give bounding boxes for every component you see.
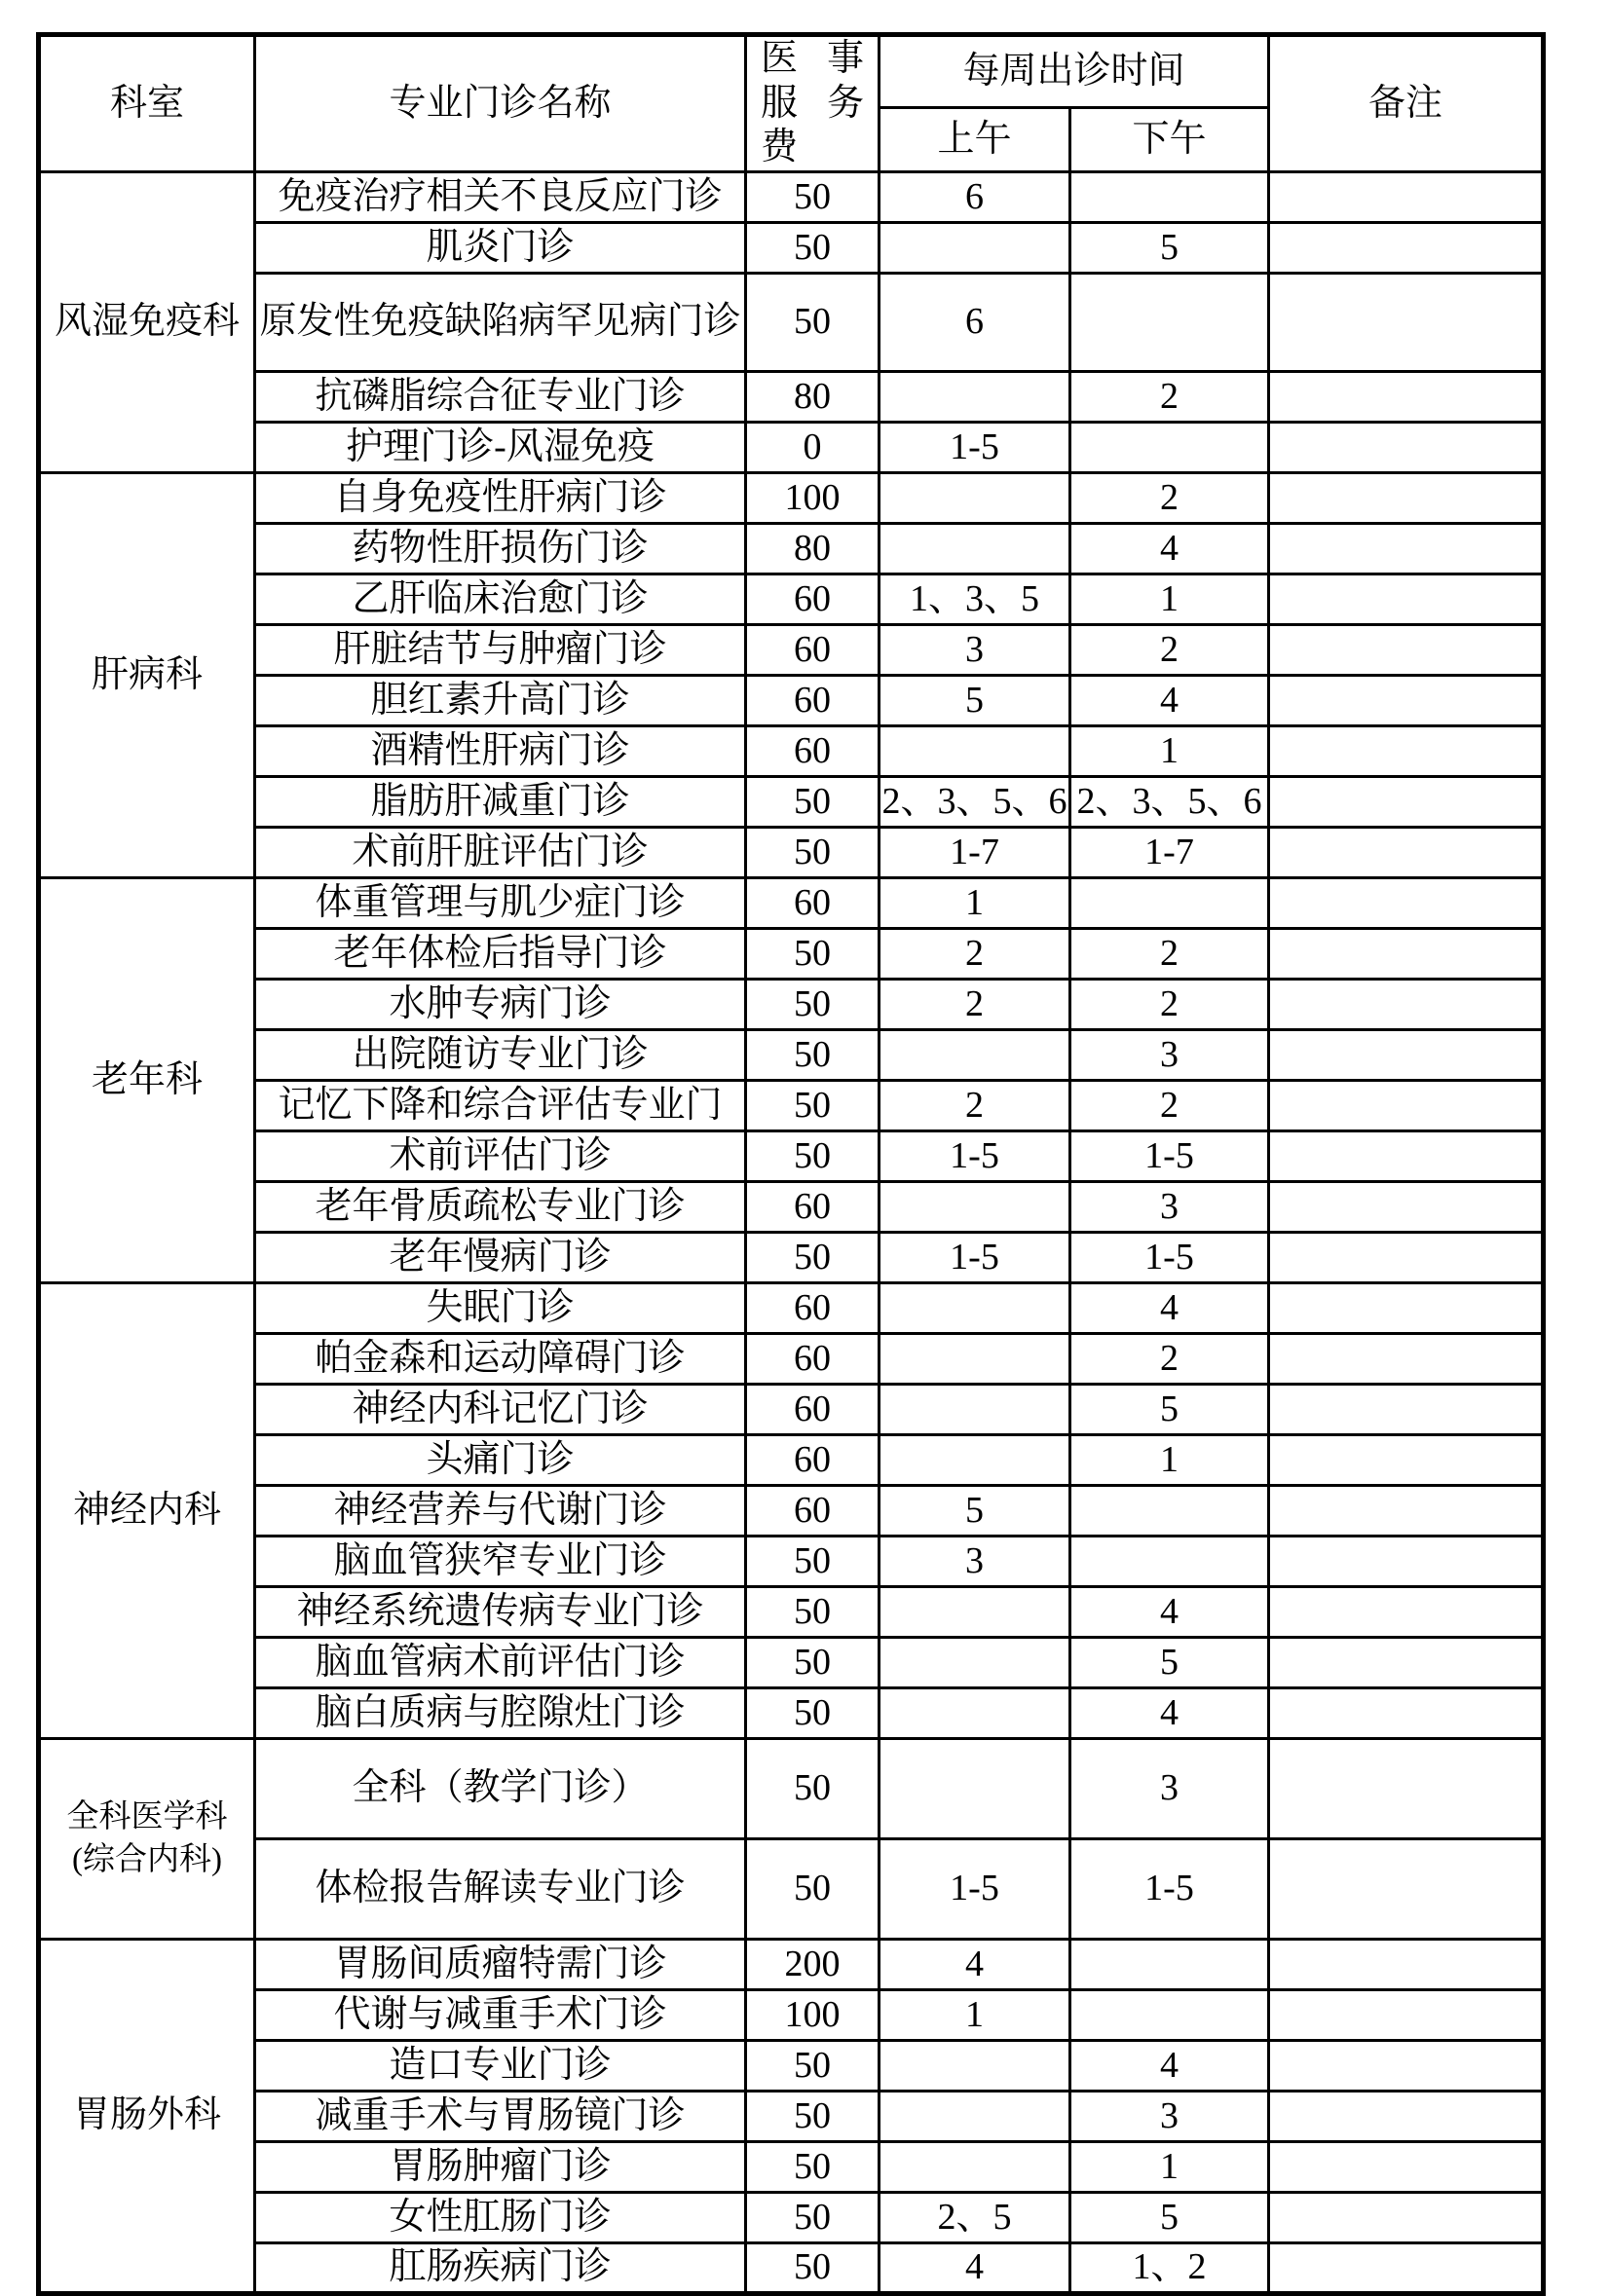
remark-cell	[1269, 1485, 1544, 1536]
fee-cell: 50	[746, 1586, 880, 1637]
fee-cell: 60	[746, 1333, 880, 1384]
clinic-row	[39, 1080, 1544, 1130]
morning-cell	[880, 1333, 1070, 1384]
afternoon-cell: 1-5	[1070, 1232, 1269, 1282]
afternoon-cell	[1070, 1989, 1269, 2040]
afternoon-cell: 2	[1070, 371, 1269, 422]
remark-cell	[1269, 776, 1544, 827]
remark-cell	[1269, 222, 1544, 273]
fee-cell: 60	[746, 1181, 880, 1232]
afternoon-cell: 2	[1070, 1333, 1269, 1384]
afternoon-cell: 2	[1070, 928, 1269, 979]
department-label: 风湿免疫科	[54, 301, 240, 343]
afternoon-cell: 2	[1070, 1080, 1269, 1130]
fee-cell: 80	[746, 523, 880, 574]
clinic-row	[39, 1687, 1544, 1738]
remark-cell	[1269, 1586, 1544, 1637]
morning-cell	[880, 1687, 1070, 1738]
clinic-name-cell: 神经系统遗传病专业门诊	[255, 1586, 746, 1637]
afternoon-cell: 3	[1070, 2091, 1269, 2141]
clinic-name-cell: 代谢与减重手术门诊	[255, 1989, 746, 2040]
afternoon-cell	[1070, 877, 1269, 928]
morning-cell	[880, 1384, 1070, 1434]
afternoon-cell: 2、3、5、6	[1070, 776, 1269, 827]
afternoon-cell: 5	[1070, 2192, 1269, 2242]
clinic-name-cell: 老年慢病门诊	[255, 1232, 746, 1282]
afternoon-cell: 4	[1070, 675, 1269, 725]
clinic-row	[39, 574, 1544, 624]
fee-cell: 60	[746, 675, 880, 725]
afternoon-cell: 4	[1070, 1687, 1269, 1738]
morning-cell: 1-5	[880, 1838, 1070, 1939]
clinic-row	[39, 1282, 1544, 1333]
remark-cell	[1269, 1232, 1544, 1282]
clinic-name-cell: 药物性肝损伤门诊	[255, 523, 746, 574]
clinic-name-cell: 体重管理与肌少症门诊	[255, 877, 746, 928]
clinic-name-cell: 脂肪肝减重门诊	[255, 776, 746, 827]
afternoon-cell	[1070, 1939, 1269, 1989]
header-row-1	[39, 35, 1544, 108]
clinic-row	[39, 1434, 1544, 1485]
morning-cell: 1-5	[880, 1232, 1070, 1282]
morning-cell: 1	[880, 1989, 1070, 2040]
clinic-name-cell: 抗磷脂综合征专业门诊	[255, 371, 746, 422]
clinic-row	[39, 523, 1544, 574]
morning-cell: 2	[880, 928, 1070, 979]
afternoon-cell: 1	[1070, 725, 1269, 776]
remark-cell	[1269, 1838, 1544, 1939]
afternoon-cell: 1	[1070, 574, 1269, 624]
clinic-name-cell: 护理门诊-风湿免疫	[255, 422, 746, 472]
afternoon-header: 下午	[1070, 108, 1269, 172]
remark-cell	[1269, 827, 1544, 877]
clinic-row	[39, 2091, 1544, 2141]
fee-cell: 60	[746, 877, 880, 928]
clinic-name-cell: 失眠门诊	[255, 1282, 746, 1333]
morning-cell: 1-7	[880, 827, 1070, 877]
morning-cell: 1-5	[880, 1130, 1070, 1181]
clinic-row	[39, 1029, 1544, 1080]
morning-cell: 3	[880, 1536, 1070, 1586]
remark-cell	[1269, 523, 1544, 574]
fee-cell: 50	[746, 2091, 880, 2141]
fee-cell: 60	[746, 624, 880, 675]
clinic-name-cell: 胃肠间质瘤特需门诊	[255, 1939, 746, 1989]
fee-cell: 60	[746, 1282, 880, 1333]
clinic-row	[39, 2192, 1544, 2242]
clinic-name-cell: 原发性免疫缺陷病罕见病门诊	[255, 273, 746, 371]
afternoon-cell: 4	[1070, 1586, 1269, 1637]
fee-cell: 50	[746, 2141, 880, 2192]
fee-cell: 50	[746, 2192, 880, 2242]
remark-cell	[1269, 1080, 1544, 1130]
clinic-row	[39, 1536, 1544, 1586]
afternoon-cell: 1-7	[1070, 827, 1269, 877]
morning-cell: 6	[880, 273, 1070, 371]
afternoon-cell	[1070, 1485, 1269, 1536]
morning-cell: 2、3、5、6	[880, 776, 1070, 827]
clinic-name-cell: 肝脏结节与肿瘤门诊	[255, 624, 746, 675]
clinic-name-cell: 老年骨质疏松专业门诊	[255, 1181, 746, 1232]
fee-header-line1: 医 事	[761, 38, 864, 79]
remark-cell	[1269, 1687, 1544, 1738]
clinic-name-cell: 老年体检后指导门诊	[255, 928, 746, 979]
clinic-row	[39, 371, 1544, 422]
clinic-row	[39, 1181, 1544, 1232]
fee-cell: 100	[746, 1989, 880, 2040]
fee-cell: 50	[746, 1838, 880, 1939]
clinic-row	[39, 624, 1544, 675]
clinic-name-cell: 神经内科记忆门诊	[255, 1384, 746, 1434]
remark-cell	[1269, 1738, 1544, 1838]
fee-header	[746, 35, 880, 172]
morning-header: 上午	[880, 108, 1070, 172]
morning-cell	[880, 725, 1070, 776]
remark-cell	[1269, 1989, 1544, 2040]
remark-cell	[1269, 1029, 1544, 1080]
department-cell	[39, 1282, 255, 1738]
fee-cell: 50	[746, 979, 880, 1029]
remark-cell	[1269, 1637, 1544, 1687]
fee-cell: 60	[746, 1434, 880, 1485]
clinic-row	[39, 877, 1544, 928]
afternoon-cell: 4	[1070, 1282, 1269, 1333]
remark-cell	[1269, 979, 1544, 1029]
clinic-row	[39, 2040, 1544, 2091]
remark-cell	[1269, 877, 1544, 928]
clinic-row	[39, 1838, 1544, 1939]
remarks-header: 备注	[1269, 35, 1544, 172]
fee-cell: 200	[746, 1939, 880, 1989]
morning-cell	[880, 371, 1070, 422]
remark-cell	[1269, 1282, 1544, 1333]
remark-cell	[1269, 2040, 1544, 2091]
clinic-row	[39, 273, 1544, 371]
remark-cell	[1269, 675, 1544, 725]
clinic-row	[39, 1989, 1544, 2040]
clinic-row	[39, 776, 1544, 827]
afternoon-cell: 2	[1070, 472, 1269, 523]
afternoon-cell: 3	[1070, 1738, 1269, 1838]
department-label: 胃肠外科	[72, 2094, 221, 2136]
department-label: 全科医学科	[66, 1798, 228, 1834]
clinic-row	[39, 2141, 1544, 2192]
remark-cell	[1269, 1384, 1544, 1434]
fee-cell: 50	[746, 1536, 880, 1586]
clinic-row	[39, 1939, 1544, 1989]
afternoon-cell: 4	[1070, 2040, 1269, 2091]
fee-cell: 50	[746, 1080, 880, 1130]
fee-cell: 100	[746, 472, 880, 523]
remark-cell	[1269, 171, 1544, 222]
clinic-name-cell: 术前肝脏评估门诊	[255, 827, 746, 877]
remark-cell	[1269, 1434, 1544, 1485]
afternoon-cell	[1070, 171, 1269, 222]
remark-cell	[1269, 725, 1544, 776]
clinic-name-cell: 女性肛肠门诊	[255, 2192, 746, 2242]
weekly-schedule-header: 每周出诊时间	[880, 35, 1269, 108]
clinic-row	[39, 979, 1544, 1029]
clinic-row	[39, 1333, 1544, 1384]
fee-cell: 50	[746, 2242, 880, 2293]
fee-cell: 50	[746, 1232, 880, 1282]
remark-cell	[1269, 2242, 1544, 2293]
afternoon-cell: 5	[1070, 1637, 1269, 1687]
clinic-row	[39, 222, 1544, 273]
fee-cell: 80	[746, 371, 880, 422]
afternoon-cell	[1070, 1536, 1269, 1586]
fee-cell: 50	[746, 273, 880, 371]
clinic-name-cell: 胆红素升高门诊	[255, 675, 746, 725]
remark-cell	[1269, 2192, 1544, 2242]
clinic-name-cell: 出院随访专业门诊	[255, 1029, 746, 1080]
morning-cell: 2	[880, 979, 1070, 1029]
afternoon-cell: 1、2	[1070, 2242, 1269, 2293]
clinic-row	[39, 2242, 1544, 2293]
afternoon-cell: 3	[1070, 1029, 1269, 1080]
remark-cell	[1269, 574, 1544, 624]
fee-cell: 50	[746, 171, 880, 222]
morning-cell	[880, 1637, 1070, 1687]
fee-cell: 50	[746, 1738, 880, 1838]
remark-cell	[1269, 422, 1544, 472]
morning-cell: 1、3、5	[880, 574, 1070, 624]
clinic-name-cell: 肌炎门诊	[255, 222, 746, 273]
morning-cell: 3	[880, 624, 1070, 675]
morning-cell: 4	[880, 2242, 1070, 2293]
remark-cell	[1269, 1130, 1544, 1181]
morning-cell: 5	[880, 1485, 1070, 1536]
morning-cell	[880, 222, 1070, 273]
fee-cell: 50	[746, 928, 880, 979]
morning-cell	[880, 2040, 1070, 2091]
clinic-name-cell: 胃肠肿瘤门诊	[255, 2141, 746, 2192]
clinic-row	[39, 422, 1544, 472]
afternoon-cell: 4	[1070, 523, 1269, 574]
clinic-name-cell: 免疫治疗相关不良反应门诊	[255, 171, 746, 222]
clinic-row	[39, 1586, 1544, 1637]
clinic-name-cell: 术前评估门诊	[255, 1130, 746, 1181]
clinic-name-header: 专业门诊名称	[255, 35, 746, 172]
remark-cell	[1269, 1939, 1544, 1989]
morning-cell: 2、5	[880, 2192, 1070, 2242]
morning-cell	[880, 1029, 1070, 1080]
schedule-body	[39, 171, 1544, 2293]
clinic-row	[39, 472, 1544, 523]
afternoon-cell: 1	[1070, 1434, 1269, 1485]
department-label: 肝病科	[91, 653, 203, 695]
afternoon-cell: 1-5	[1070, 1130, 1269, 1181]
clinic-row	[39, 675, 1544, 725]
morning-cell: 6	[880, 171, 1070, 222]
remark-cell	[1269, 624, 1544, 675]
remark-cell	[1269, 2141, 1544, 2192]
clinic-name-cell: 脑血管狭窄专业门诊	[255, 1536, 746, 1586]
remark-cell	[1269, 1181, 1544, 1232]
afternoon-cell: 2	[1070, 624, 1269, 675]
morning-cell	[880, 1181, 1070, 1232]
morning-cell: 5	[880, 675, 1070, 725]
clinic-name-cell: 自身免疫性肝病门诊	[255, 472, 746, 523]
morning-cell	[880, 523, 1070, 574]
remark-cell	[1269, 371, 1544, 422]
afternoon-cell: 5	[1070, 1384, 1269, 1434]
clinic-row	[39, 827, 1544, 877]
morning-cell	[880, 472, 1070, 523]
clinic-row	[39, 928, 1544, 979]
clinic-row	[39, 1738, 1544, 1838]
remark-cell	[1269, 273, 1544, 371]
fee-cell: 0	[746, 422, 880, 472]
remark-cell	[1269, 472, 1544, 523]
clinic-row	[39, 725, 1544, 776]
morning-cell: 4	[880, 1939, 1070, 1989]
clinic-row	[39, 1130, 1544, 1181]
afternoon-cell: 1	[1070, 2141, 1269, 2192]
clinic-name-cell: 帕金森和运动障碍门诊	[255, 1333, 746, 1384]
clinic-row	[39, 1637, 1544, 1687]
remark-cell	[1269, 1536, 1544, 1586]
clinic-name-cell: 神经营养与代谢门诊	[255, 1485, 746, 1536]
department-header: 科室	[39, 35, 255, 172]
clinic-name-cell: 脑白质病与腔隙灶门诊	[255, 1687, 746, 1738]
clinic-name-cell: 体检报告解读专业门诊	[255, 1838, 746, 1939]
afternoon-cell: 3	[1070, 1181, 1269, 1232]
afternoon-cell: 2	[1070, 979, 1269, 1029]
fee-cell: 50	[746, 1687, 880, 1738]
clinic-name-cell: 头痛门诊	[255, 1434, 746, 1485]
fee-cell: 50	[746, 776, 880, 827]
morning-cell	[880, 1434, 1070, 1485]
clinic-name-cell: 乙肝临床治愈门诊	[255, 574, 746, 624]
fee-cell: 50	[746, 1637, 880, 1687]
clinic-schedule-table	[36, 32, 1546, 2296]
remark-cell	[1269, 928, 1544, 979]
clinic-name-cell: 肛肠疾病门诊	[255, 2242, 746, 2293]
morning-cell	[880, 2141, 1070, 2192]
department-cell	[39, 1939, 255, 2293]
afternoon-cell	[1070, 422, 1269, 472]
clinic-name-cell: 全科（教学门诊）	[255, 1738, 746, 1838]
clinic-row	[39, 1485, 1544, 1536]
afternoon-cell: 1-5	[1070, 1838, 1269, 1939]
clinic-row	[39, 1384, 1544, 1434]
clinic-row	[39, 171, 1544, 222]
fee-cell: 50	[746, 1130, 880, 1181]
department-label: 神经内科	[72, 1489, 221, 1531]
morning-cell: 2	[880, 1080, 1070, 1130]
clinic-name-cell: 记忆下降和综合评估专业门	[255, 1080, 746, 1130]
department-cell	[39, 877, 255, 1282]
clinic-name-cell: 减重手术与胃肠镜门诊	[255, 2091, 746, 2141]
remark-cell	[1269, 2091, 1544, 2141]
fee-cell: 60	[746, 1384, 880, 1434]
morning-cell	[880, 1738, 1070, 1838]
clinic-name-cell: 酒精性肝病门诊	[255, 725, 746, 776]
fee-cell: 50	[746, 222, 880, 273]
fee-cell: 60	[746, 1485, 880, 1536]
clinic-name-cell: 水肿专病门诊	[255, 979, 746, 1029]
morning-cell: 1	[880, 877, 1070, 928]
fee-header-line2: 服务费	[761, 82, 864, 168]
clinic-row	[39, 1232, 1544, 1282]
department-cell	[39, 171, 255, 472]
morning-cell: 1-5	[880, 422, 1070, 472]
morning-cell	[880, 1282, 1070, 1333]
afternoon-cell: 5	[1070, 222, 1269, 273]
fee-cell: 50	[746, 1029, 880, 1080]
fee-cell: 60	[746, 574, 880, 624]
department-label-line2: (综合内科)	[72, 1842, 222, 1878]
morning-cell	[880, 1586, 1070, 1637]
fee-cell: 50	[746, 2040, 880, 2091]
department-cell	[39, 472, 255, 877]
department-cell	[39, 1738, 255, 1939]
morning-cell	[880, 2091, 1070, 2141]
fee-cell: 60	[746, 725, 880, 776]
clinic-name-cell: 脑血管病术前评估门诊	[255, 1637, 746, 1687]
clinic-name-cell: 造口专业门诊	[255, 2040, 746, 2091]
department-label: 老年科	[91, 1058, 203, 1100]
remark-cell	[1269, 1333, 1544, 1384]
fee-cell: 50	[746, 827, 880, 877]
afternoon-cell	[1070, 273, 1269, 371]
